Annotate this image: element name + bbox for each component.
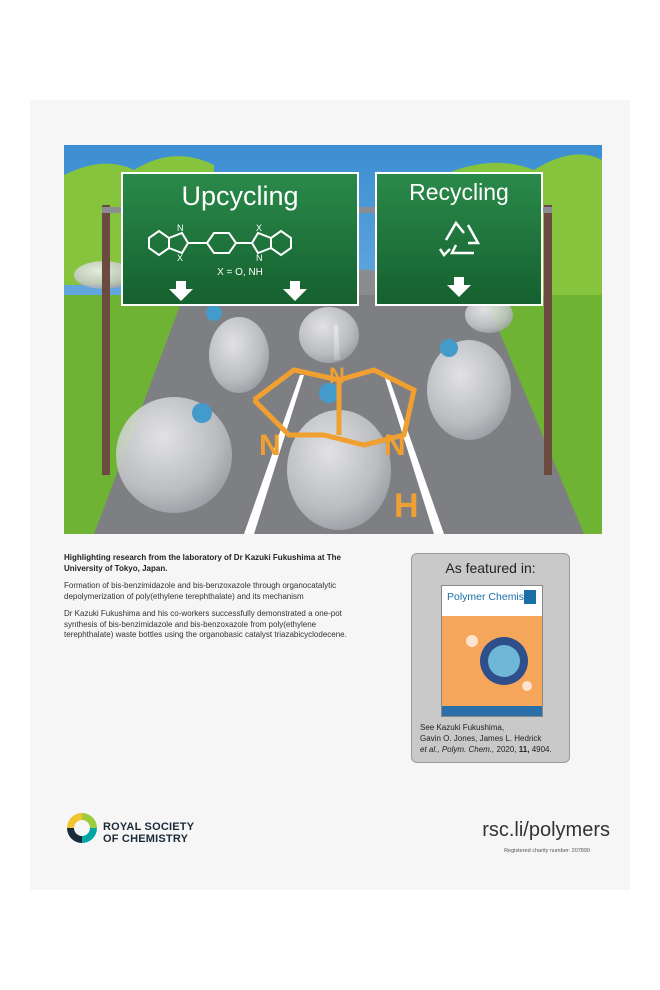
recycling-title: Recycling [409,179,509,205]
cover-artwork [64,145,602,534]
citation [420,722,570,755]
charity-number: Registered charity number: 207890 [504,848,590,854]
citation-line1: See Kazuki Fukushima, [420,723,505,732]
citation-journal: Polym. Chem., [441,745,495,754]
article-summary: Dr Kazuki Fukushima and his co-workers successfully demonstrated a one-pot synthesis of bis-benzimidazole and bis-benzoxazole from poly(ethylene terephthalate) waste bottles using the organobasic catalyst triazabicyclodecene. [64,609,347,639]
citation-etal: et al., [420,745,440,754]
catalyst-atom-n2: N [259,429,281,462]
formula-note: X = O, NH [217,267,263,278]
catalyst-atom-h: H [394,487,419,525]
article-description [64,553,364,648]
logo-line1: ROYAL SOCIETY [103,821,195,833]
citation-page: 4904. [531,745,552,754]
sign-pole-right [544,205,552,475]
catalyst-atom-n3: N [384,429,406,462]
highlight-text: Highlighting research from the laboratory of Dr Kazuki Fukushima at The University of Tokyo, Japan. [64,553,341,573]
logo-line2: OF CHEMISTRY [103,833,189,845]
featured-label: As featured in: [445,560,536,576]
journal-cover-thumbnail[interactable] [441,585,543,717]
ring-atom-n-right: N [256,253,263,263]
upcycling-title: Upcycling [181,181,299,211]
citation-volume: 11, [518,745,530,754]
rsc-logo-icon [64,810,100,846]
article-title: Formation of bis-benzimidazole and bis-benzoxazole through organocatalytic depolymerization of poly(ethylene terephthalate) and its mechanism [64,581,337,601]
ring-atom-n-left: N [177,223,184,233]
ring-atom-x-right: X [256,223,263,233]
journal-url[interactable]: rsc.li/polymers [482,819,610,841]
rsc-logo[interactable] [64,810,234,860]
citation-year: 2020, [496,745,517,754]
journal-title: Polymer Chemistry [447,591,536,603]
ring-atom-x-left: X [177,253,184,263]
sign-pole-left [102,205,110,475]
featured-box[interactable] [411,553,570,763]
catalyst-atom-n1: N [329,363,345,388]
citation-line2: Gavin O. Jones, James L. Hedrick [420,734,542,743]
